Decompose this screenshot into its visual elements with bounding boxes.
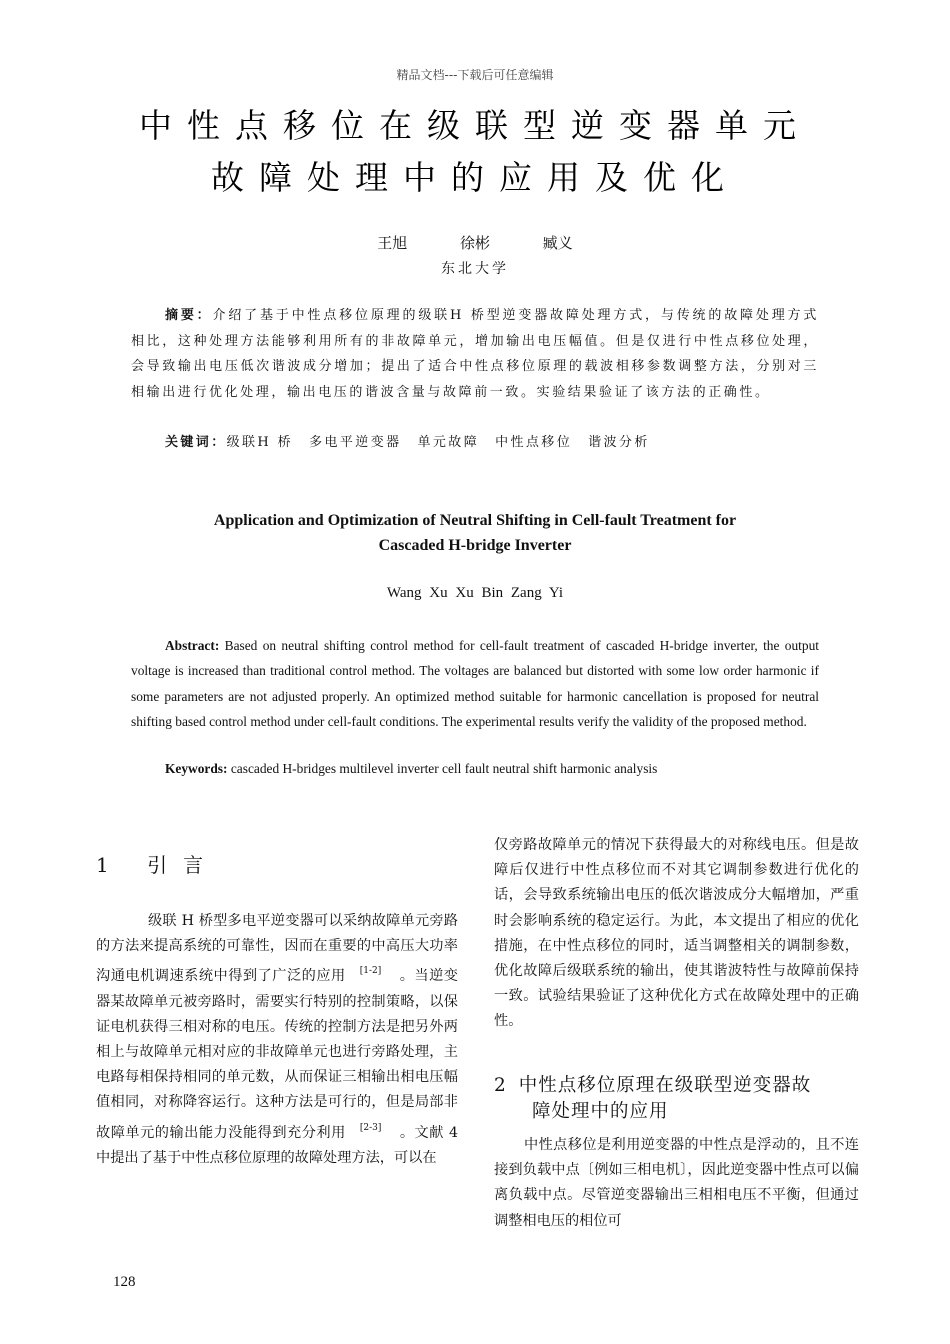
authors-en: Wang Xu Xu Bin Zang Yi [386, 585, 564, 601]
abstract-en-text: Based on neutral shifting control method for cell-fault treatment of cascaded H-bridge inverter, the output voltage is increased than traditional control method. The voltages are balanced but distorted with some low order harmonic if some parameters are not adjusted properly. An optimized method suitable for harmonic cancellation is proposed for neutral shifting based control method under cell-fault conditions. The experimental results verify the validity of the proposed method. [131, 638, 819, 730]
keywords-en-label: Keywords: [165, 761, 228, 776]
author-cn-3: 臧义 [542, 234, 573, 252]
keywords-en [165, 761, 825, 777]
keywords-cn-label: 关键词： [165, 435, 227, 450]
authors-cn [0, 232, 950, 253]
title-en-line2: Cascaded H-bridge Inverter [378, 537, 572, 554]
affiliation-cn: 东北大学 [441, 261, 509, 277]
section1-heading [96, 849, 219, 878]
abstract-en [131, 633, 819, 735]
section1-text-b: 。当逆变器某故障单元被旁路时，需要实行特别的控制策略，以保证电机获得三相对称的电压。传统的控制方法是把另外两相上与故障单元相对应的非故障单元也进行旁路处理，主电路每相保持相同的单元数，从而保证三相输出相电压幅值相同，对称降容运行。这种方法是可行的，但是局部非故障单元的输出能力没能得到充分利用 [96, 968, 458, 1141]
author-cn-1: 王旭 [377, 234, 408, 252]
citation-2: [2-3] [359, 1122, 382, 1133]
title-cn-line1: 中性点移位在级联型逆变器单元 [139, 106, 811, 145]
abstract-cn [131, 303, 819, 405]
page-number: 128 [113, 1274, 136, 1290]
section2-number: 2 [494, 1075, 507, 1096]
author-cn-2: 徐彬 [459, 234, 490, 252]
section1-number: 1 [96, 853, 125, 877]
keyword-cn-5: 谐波分析 [588, 435, 650, 450]
title-en-line1: Application and Optimization of Neutral Shifting in Cell-fault Treatment for [213, 512, 737, 529]
section2-title-line2: 障处理中的应用 [532, 1101, 669, 1122]
abstract-cn-text: 介绍了基于中性点移位原理的级联H 桥型逆变器故障处理方式，与传统的故障处理方式相比，这种处理方法能够利用所有的非故障单元，增加输出电压幅值。但是仅进行中性点移位处理，会导致输出电压低次谐波成分增加；提出了适合中性点移位原理的载波相移参数调整方法，分别对三相输出进行优化处理，输出电压的谐波含量与故障前一致。实验结果验证了该方法的正确性。 [131, 308, 819, 400]
citation-1: [1-2] [359, 966, 382, 977]
section1-title: 引言 [147, 853, 220, 877]
abstract-en-label: Abstract: [165, 638, 220, 653]
section2-title-line1: 中性点移位原理在级联型逆变器故 [518, 1075, 812, 1096]
section2-heading [494, 1073, 859, 1125]
watermark: 精品文档---下载后可任意编辑 [396, 68, 554, 82]
keyword-cn-4: 中性点移位 [495, 435, 573, 450]
keywords-cn [165, 431, 825, 450]
abstract-cn-label: 摘要： [165, 308, 213, 323]
section1-text-c: 。文献 4 中提出了基于中性点移位原理的故障处理方法，可以在 [96, 1124, 458, 1166]
section1-text-a: 级联 H 桥型多电平逆变器可以采纳故障单元旁路的方法来提高系统的可靠性，因而在重要的中高压大功率沟通电机调速系统中得到了广泛的应用 [96, 913, 458, 985]
keywords-en-text: cascaded H-bridges multilevel inverter cell fault neutral shift harmonic analysis [230, 761, 658, 776]
section1-paragraph [96, 909, 458, 1171]
section1-paragraph-continued: 仅旁路故障单元的情况下获得最大的对称线电压。但是故障后仅进行中性点移位而不对其它调制参数进行优化的话，会导致系统输出电压的低次谐波成分大幅增加，严重时会影响系统的稳定运行。为此，本文提出了相应的优化措施，在中性点移位的同时，适当调整相关的调制参数，优化故障后级联系统的输出，使其谐波特性与故障前保持一致。试验结果验证了这种优化方式在故障处理中的正确性。 [494, 837, 859, 1030]
keyword-cn-3: 单元故障 [417, 435, 480, 450]
keyword-cn-1: 级联H 桥 [226, 435, 294, 450]
section2-paragraph: 中性点移位是利用逆变器的中性点是浮动的，且不连接到负载中点〔例如三相电机〕，因此逆变器中性点可以偏离负载中点。尽管逆变器输出三相相电压不平衡，但通过调整相电压的相位可 [494, 1137, 859, 1229]
keyword-cn-2: 多电平逆变器 [309, 435, 402, 450]
title-en [0, 508, 950, 558]
title-cn-line2: 故障处理中的应用及优化 [211, 158, 739, 197]
